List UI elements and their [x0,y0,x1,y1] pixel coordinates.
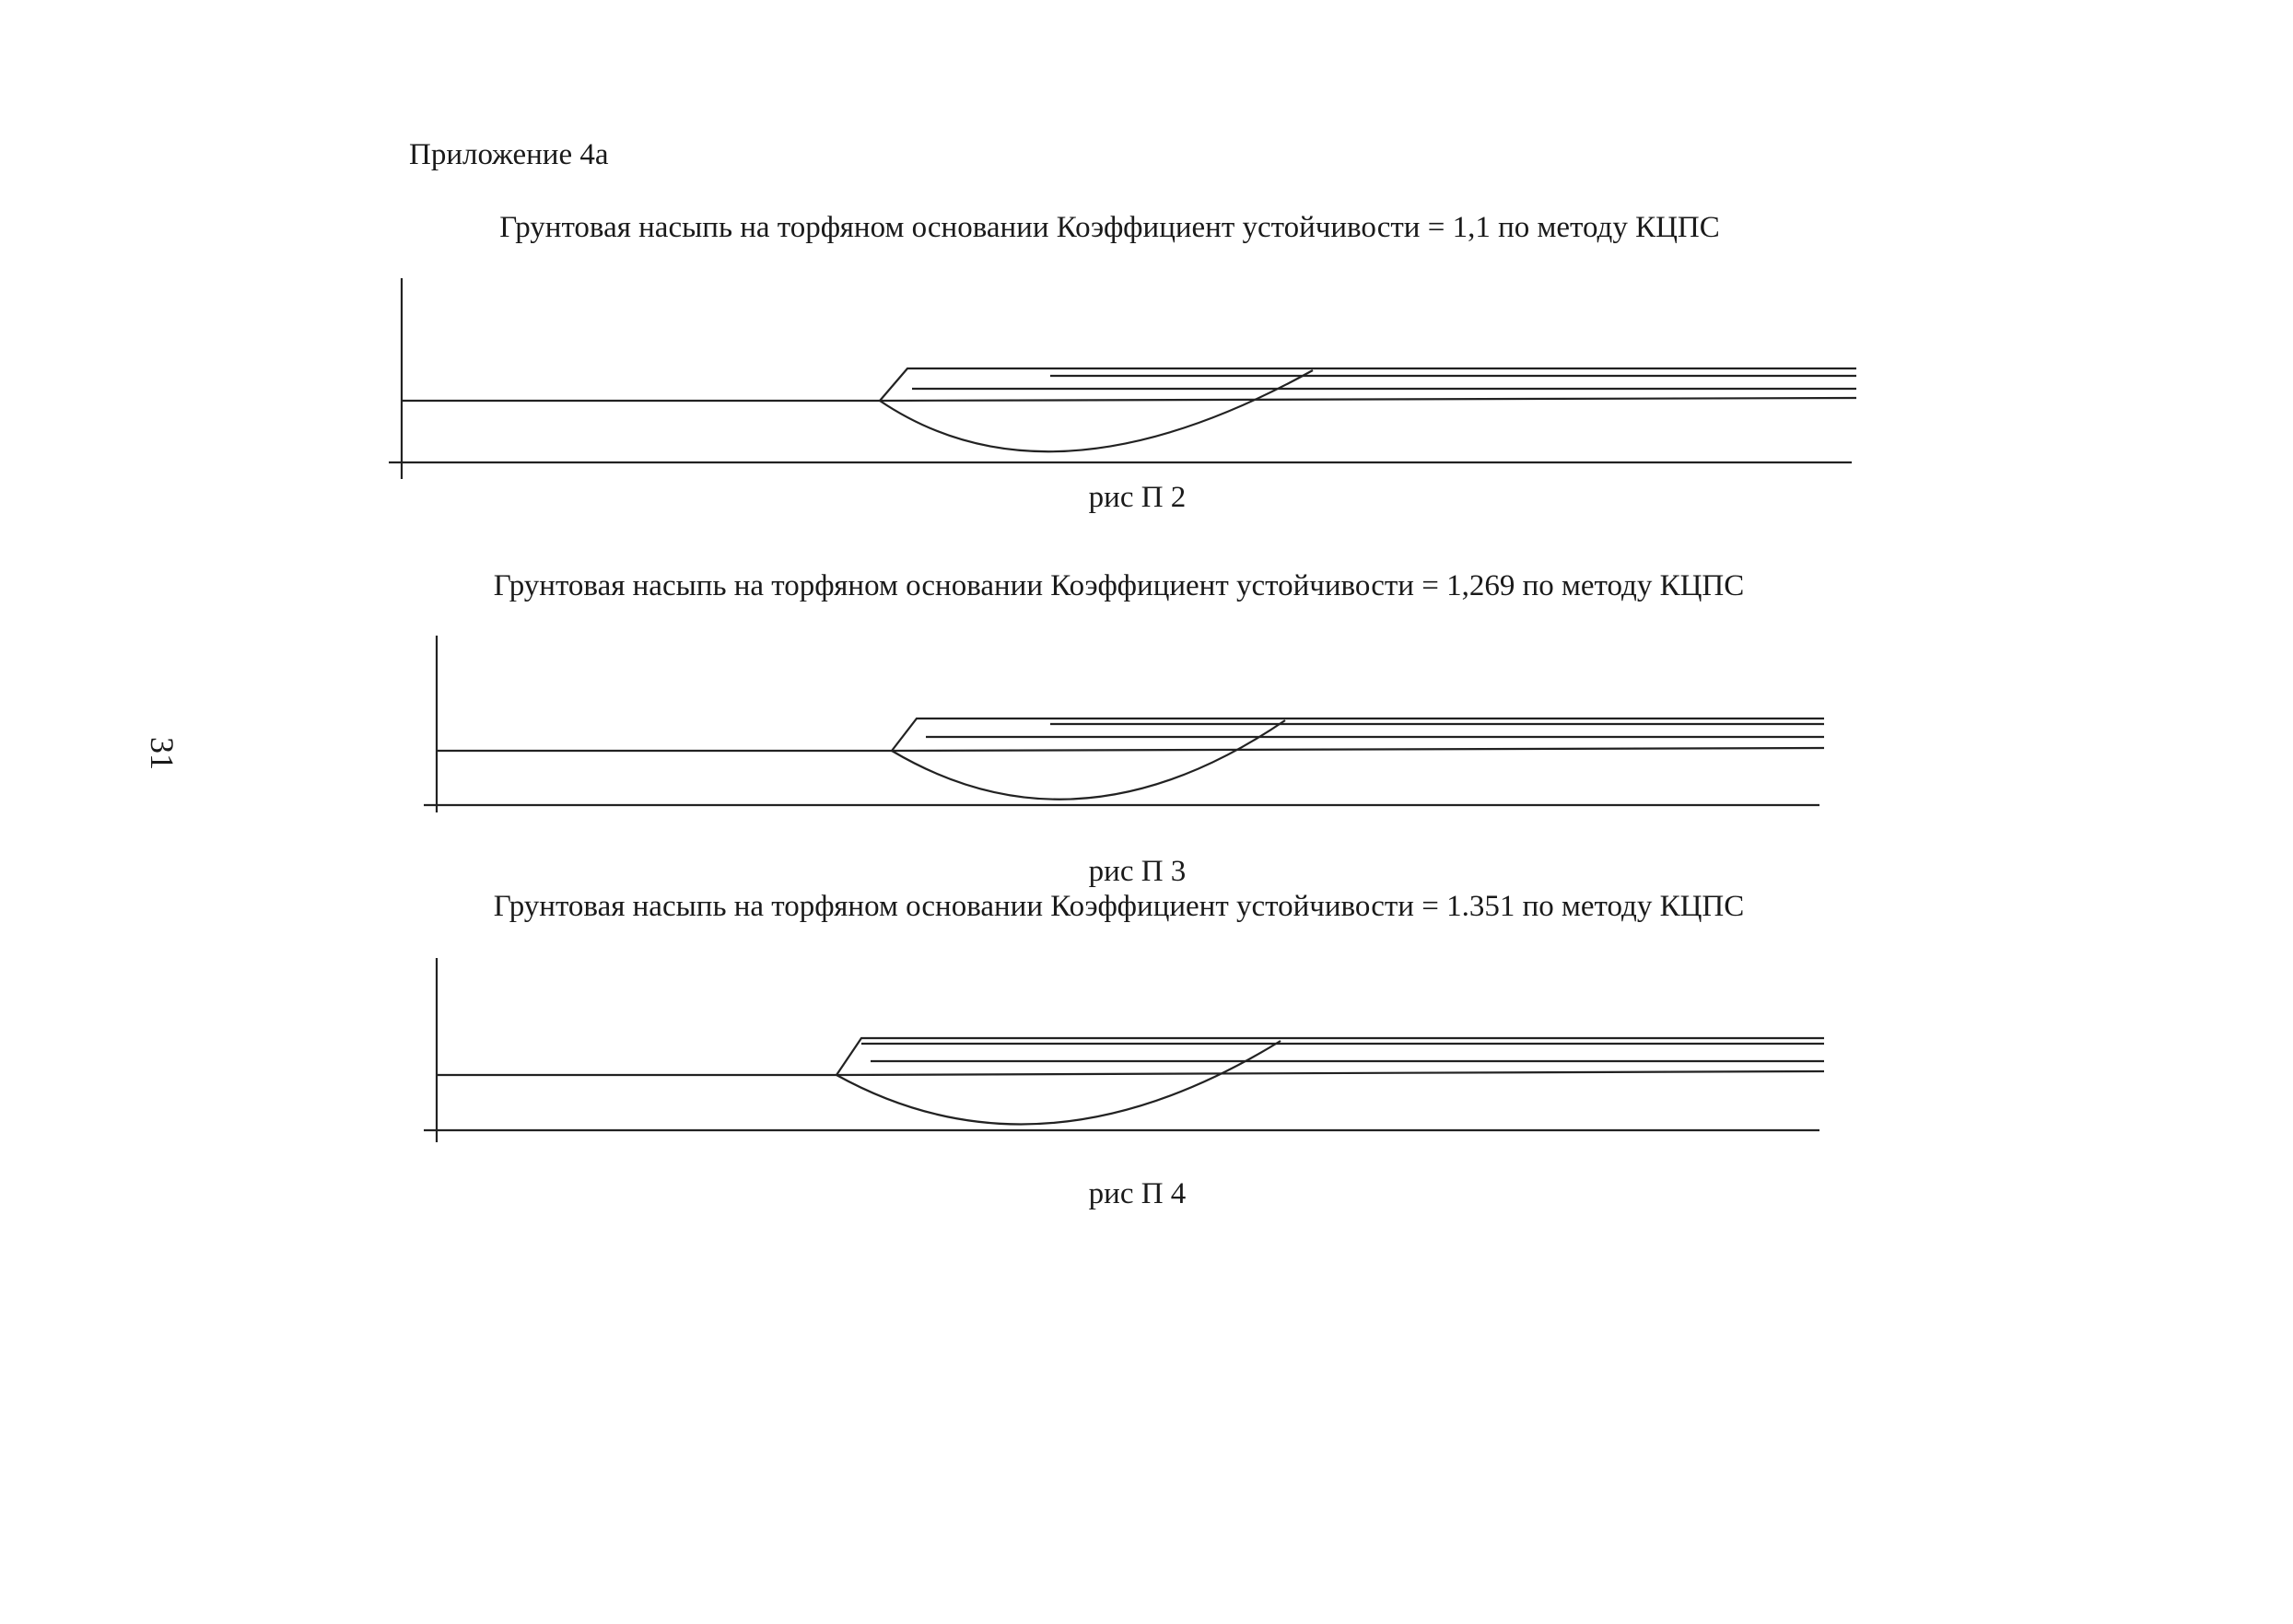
figure-1-caption: рис П 2 [1088,481,1187,514]
figure-3-title: Грунтовая насыпь на торфяном основании Коэффициент устойчивости = 1.351 по методу КЦПС [493,890,1745,923]
figure-2-title: Грунтовая насыпь на торфяном основании Коэффициент устойчивости = 1,269 по методу КЦПС [493,569,1745,602]
figure-3-layer-line [836,1071,1824,1075]
figure-3-slip-arc [836,1041,1281,1124]
appendix-label: Приложение 4а [409,138,609,171]
figure-1-title: Грунтовая насыпь на торфяном основании Коэффициент устойчивости = 1,1 по методу КЦПС [499,211,1720,244]
figure-2-caption: рис П 3 [1088,855,1187,888]
figure-3-caption: рис П 4 [1088,1177,1187,1210]
page-number: 31 [144,737,181,770]
